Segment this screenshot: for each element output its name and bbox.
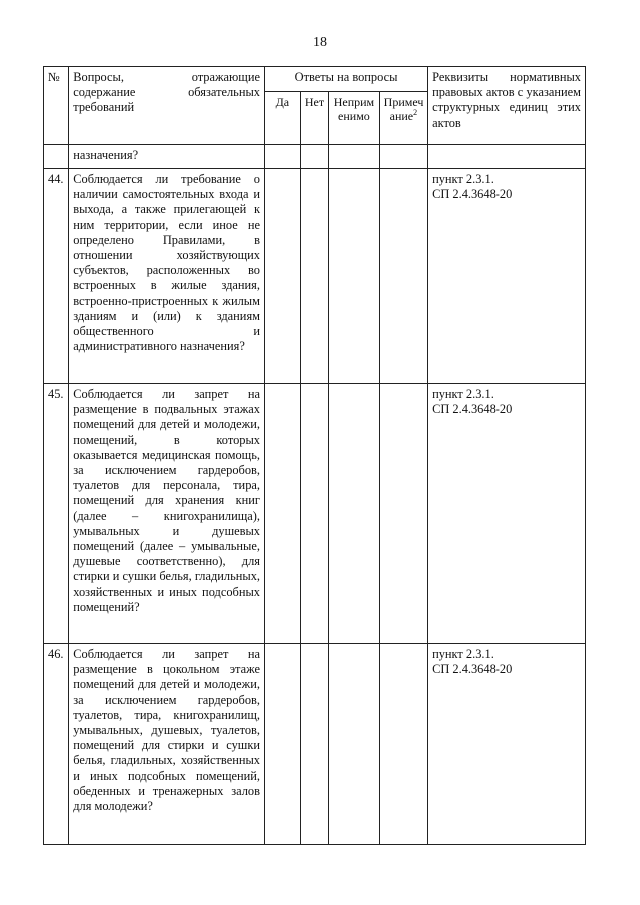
requisite-act: СП 2.4.3648-20 — [432, 187, 513, 202]
cell-note[interactable] — [379, 384, 427, 644]
page-number: 18 — [313, 35, 327, 50]
header-row — [44, 67, 586, 92]
header-requisites: Реквизиты нормативных правовых актов с указанием структурных единиц этих актов — [428, 67, 586, 145]
table-row — [44, 644, 586, 845]
header-no: Нет — [300, 92, 328, 145]
cell-not-applicable[interactable] — [329, 169, 380, 384]
cell-yes[interactable] — [264, 169, 300, 384]
header-note-label: Примеч ание — [383, 95, 424, 123]
cell-yes[interactable] — [264, 384, 300, 644]
checklist-table — [43, 66, 586, 845]
cell-requisites — [428, 384, 586, 644]
cell-yes[interactable] — [264, 644, 300, 845]
cell-number — [44, 145, 69, 169]
cell-requisites — [428, 644, 586, 845]
header-answers-group: Ответы на вопросы — [264, 67, 427, 92]
table-row — [44, 169, 586, 384]
cell-requisites — [428, 145, 586, 169]
table-row-continuation — [44, 145, 586, 169]
table-row — [44, 384, 586, 644]
cell-number: 45. — [44, 384, 69, 644]
requisite-clause: пункт 2.3.1. — [432, 172, 494, 186]
header-question: Вопросы, отражающие содержание обязательных требований — [69, 67, 265, 145]
cell-not-applicable[interactable] — [329, 145, 380, 169]
requisite-act: СП 2.4.3648-20 — [432, 662, 513, 677]
cell-note[interactable] — [379, 644, 427, 845]
header-note — [379, 92, 427, 145]
cell-no[interactable] — [300, 145, 328, 169]
cell-question: Соблюдается ли запрет на размещение в подвальных этажах помещений для детей и молодежи, помещений, в которых оказывается медицинская помощь, за исключением гардеробов, туалетов для персонала, тира, помещений для хранения книг (далее – книгохранилища), умывальных и душевых помещений (далее – умывальные, душевые соответственно), для стирки и сушки белья, гладильных, хозяйственных и иных подсобных помещений? — [69, 384, 265, 644]
requisite-act: СП 2.4.3648-20 — [432, 402, 513, 417]
cell-yes[interactable] — [264, 145, 300, 169]
cell-not-applicable[interactable] — [329, 644, 380, 845]
cell-no[interactable] — [300, 384, 328, 644]
requisite-clause: пункт 2.3.1. — [432, 647, 494, 661]
cell-question: назначения? — [69, 145, 265, 169]
cell-number: 44. — [44, 169, 69, 384]
header-note-footnote: 2 — [413, 108, 418, 117]
cell-number: 46. — [44, 644, 69, 845]
cell-requisites — [428, 169, 586, 384]
cell-note[interactable] — [379, 169, 427, 384]
header-number: № — [44, 67, 69, 145]
cell-question: Соблюдается ли требование о наличии самостоятельных входа и выхода, а также прилегающей к ним территории, если иное не определено Правилами, в отношении хозяйствующих субъектов, расположенных во встроенных в жилые здания, встроенно-пристроенных к жилым зданиям и (или) к зданиям общественного и административного назначения? — [69, 169, 265, 384]
cell-question: Соблюдается ли запрет на размещение в цокольном этаже помещений для детей и молодежи, за исключением гардеробов, туалетов, тира, книгохранилищ, умывальных, душевых, туалетов, помещений для стирки и сушки белья, гладильных, хозяйственных и иных подсобных помещений, обеденных и тренажерных залов для молодежи? — [69, 644, 265, 845]
requisite-clause: пункт 2.3.1. — [432, 387, 494, 401]
cell-no[interactable] — [300, 169, 328, 384]
cell-note[interactable] — [379, 145, 427, 169]
header-not-applicable: Неприм енимо — [329, 92, 380, 145]
header-yes: Да — [264, 92, 300, 145]
cell-not-applicable[interactable] — [329, 384, 380, 644]
cell-no[interactable] — [300, 644, 328, 845]
